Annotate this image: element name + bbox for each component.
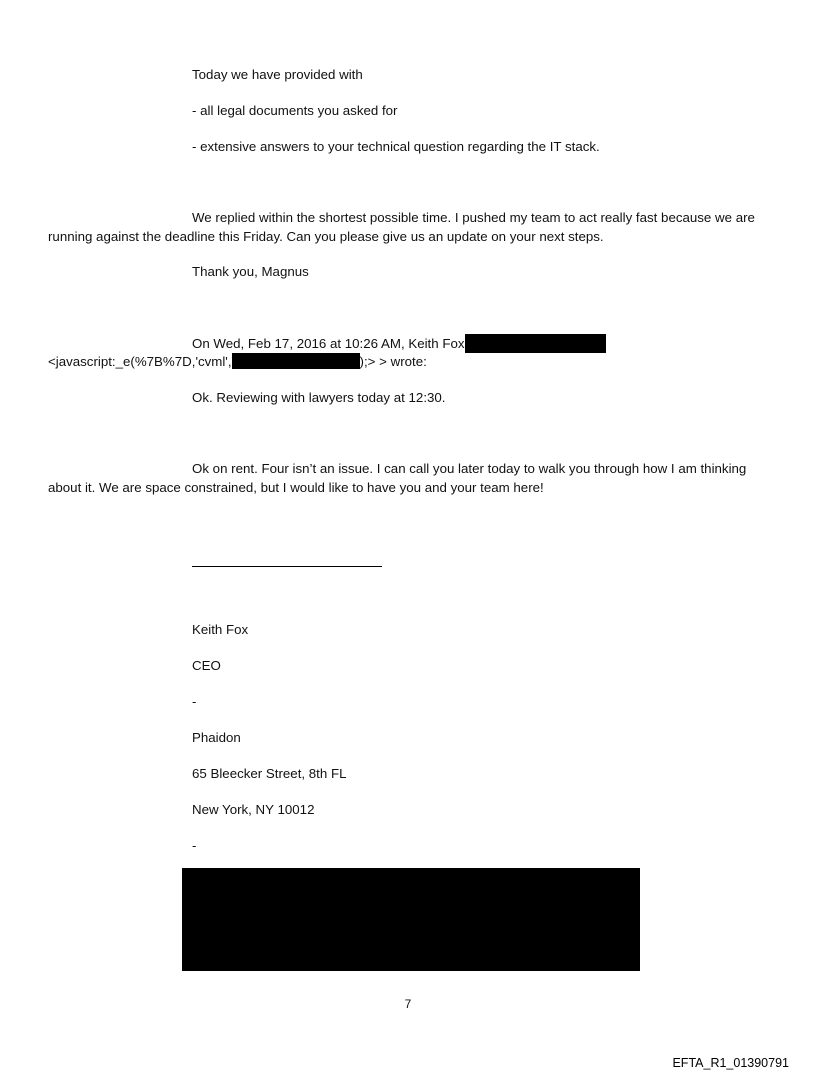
redaction-inline-email [232, 353, 360, 369]
document-id: EFTA_R1_01390791 [672, 1056, 789, 1070]
quote-header-javascript: <javascript:_e(%7B%7D,'cvml', [48, 354, 232, 369]
quote-header-line1 [192, 335, 465, 353]
quote-header-line2 [48, 353, 427, 371]
quote-header-text: On Wed, Feb 17, 2016 at 10:26 AM, Keith Fox [192, 336, 465, 351]
signature-divider [192, 566, 382, 567]
reply-rent-line2: about it. We are space constrained, but I would like to have you and your team here! [48, 480, 544, 495]
signature-title: CEO [192, 658, 221, 673]
reply-rent-line1: Ok on rent. Four isn’t an issue. I can call you later today to walk you through how I am thinking [192, 461, 747, 476]
intro-text: Today we have provided with [192, 67, 363, 82]
bullet-legal-documents: - all legal documents you asked for [192, 103, 398, 118]
signature-street: 65 Bleecker Street, 8th FL [192, 766, 347, 781]
signature-dash-2: - [192, 838, 197, 853]
redaction-box-email [465, 334, 606, 353]
reply-lawyers-text: Ok. Reviewing with lawyers today at 12:30. [192, 390, 446, 405]
signature-company: Phaidon [192, 730, 241, 745]
redaction-box-large [182, 868, 640, 971]
bullet-technical-answers: - extensive answers to your technical question regarding the IT stack. [192, 139, 600, 154]
paragraph-reply-line2: running against the deadline this Friday. Can you please give us an update on your next steps. [48, 229, 604, 244]
page-number: 7 [404, 997, 412, 1011]
signature-city: New York, NY 10012 [192, 802, 315, 817]
signature-name: Keith Fox [192, 622, 249, 637]
quote-header-wrote: );> > wrote: [359, 354, 427, 369]
signoff-text: Thank you, Magnus [192, 264, 309, 279]
paragraph-reply-line1: We replied within the shortest possible time. I pushed my team to act really fast because we are [192, 210, 755, 225]
signature-dash: - [192, 694, 197, 709]
